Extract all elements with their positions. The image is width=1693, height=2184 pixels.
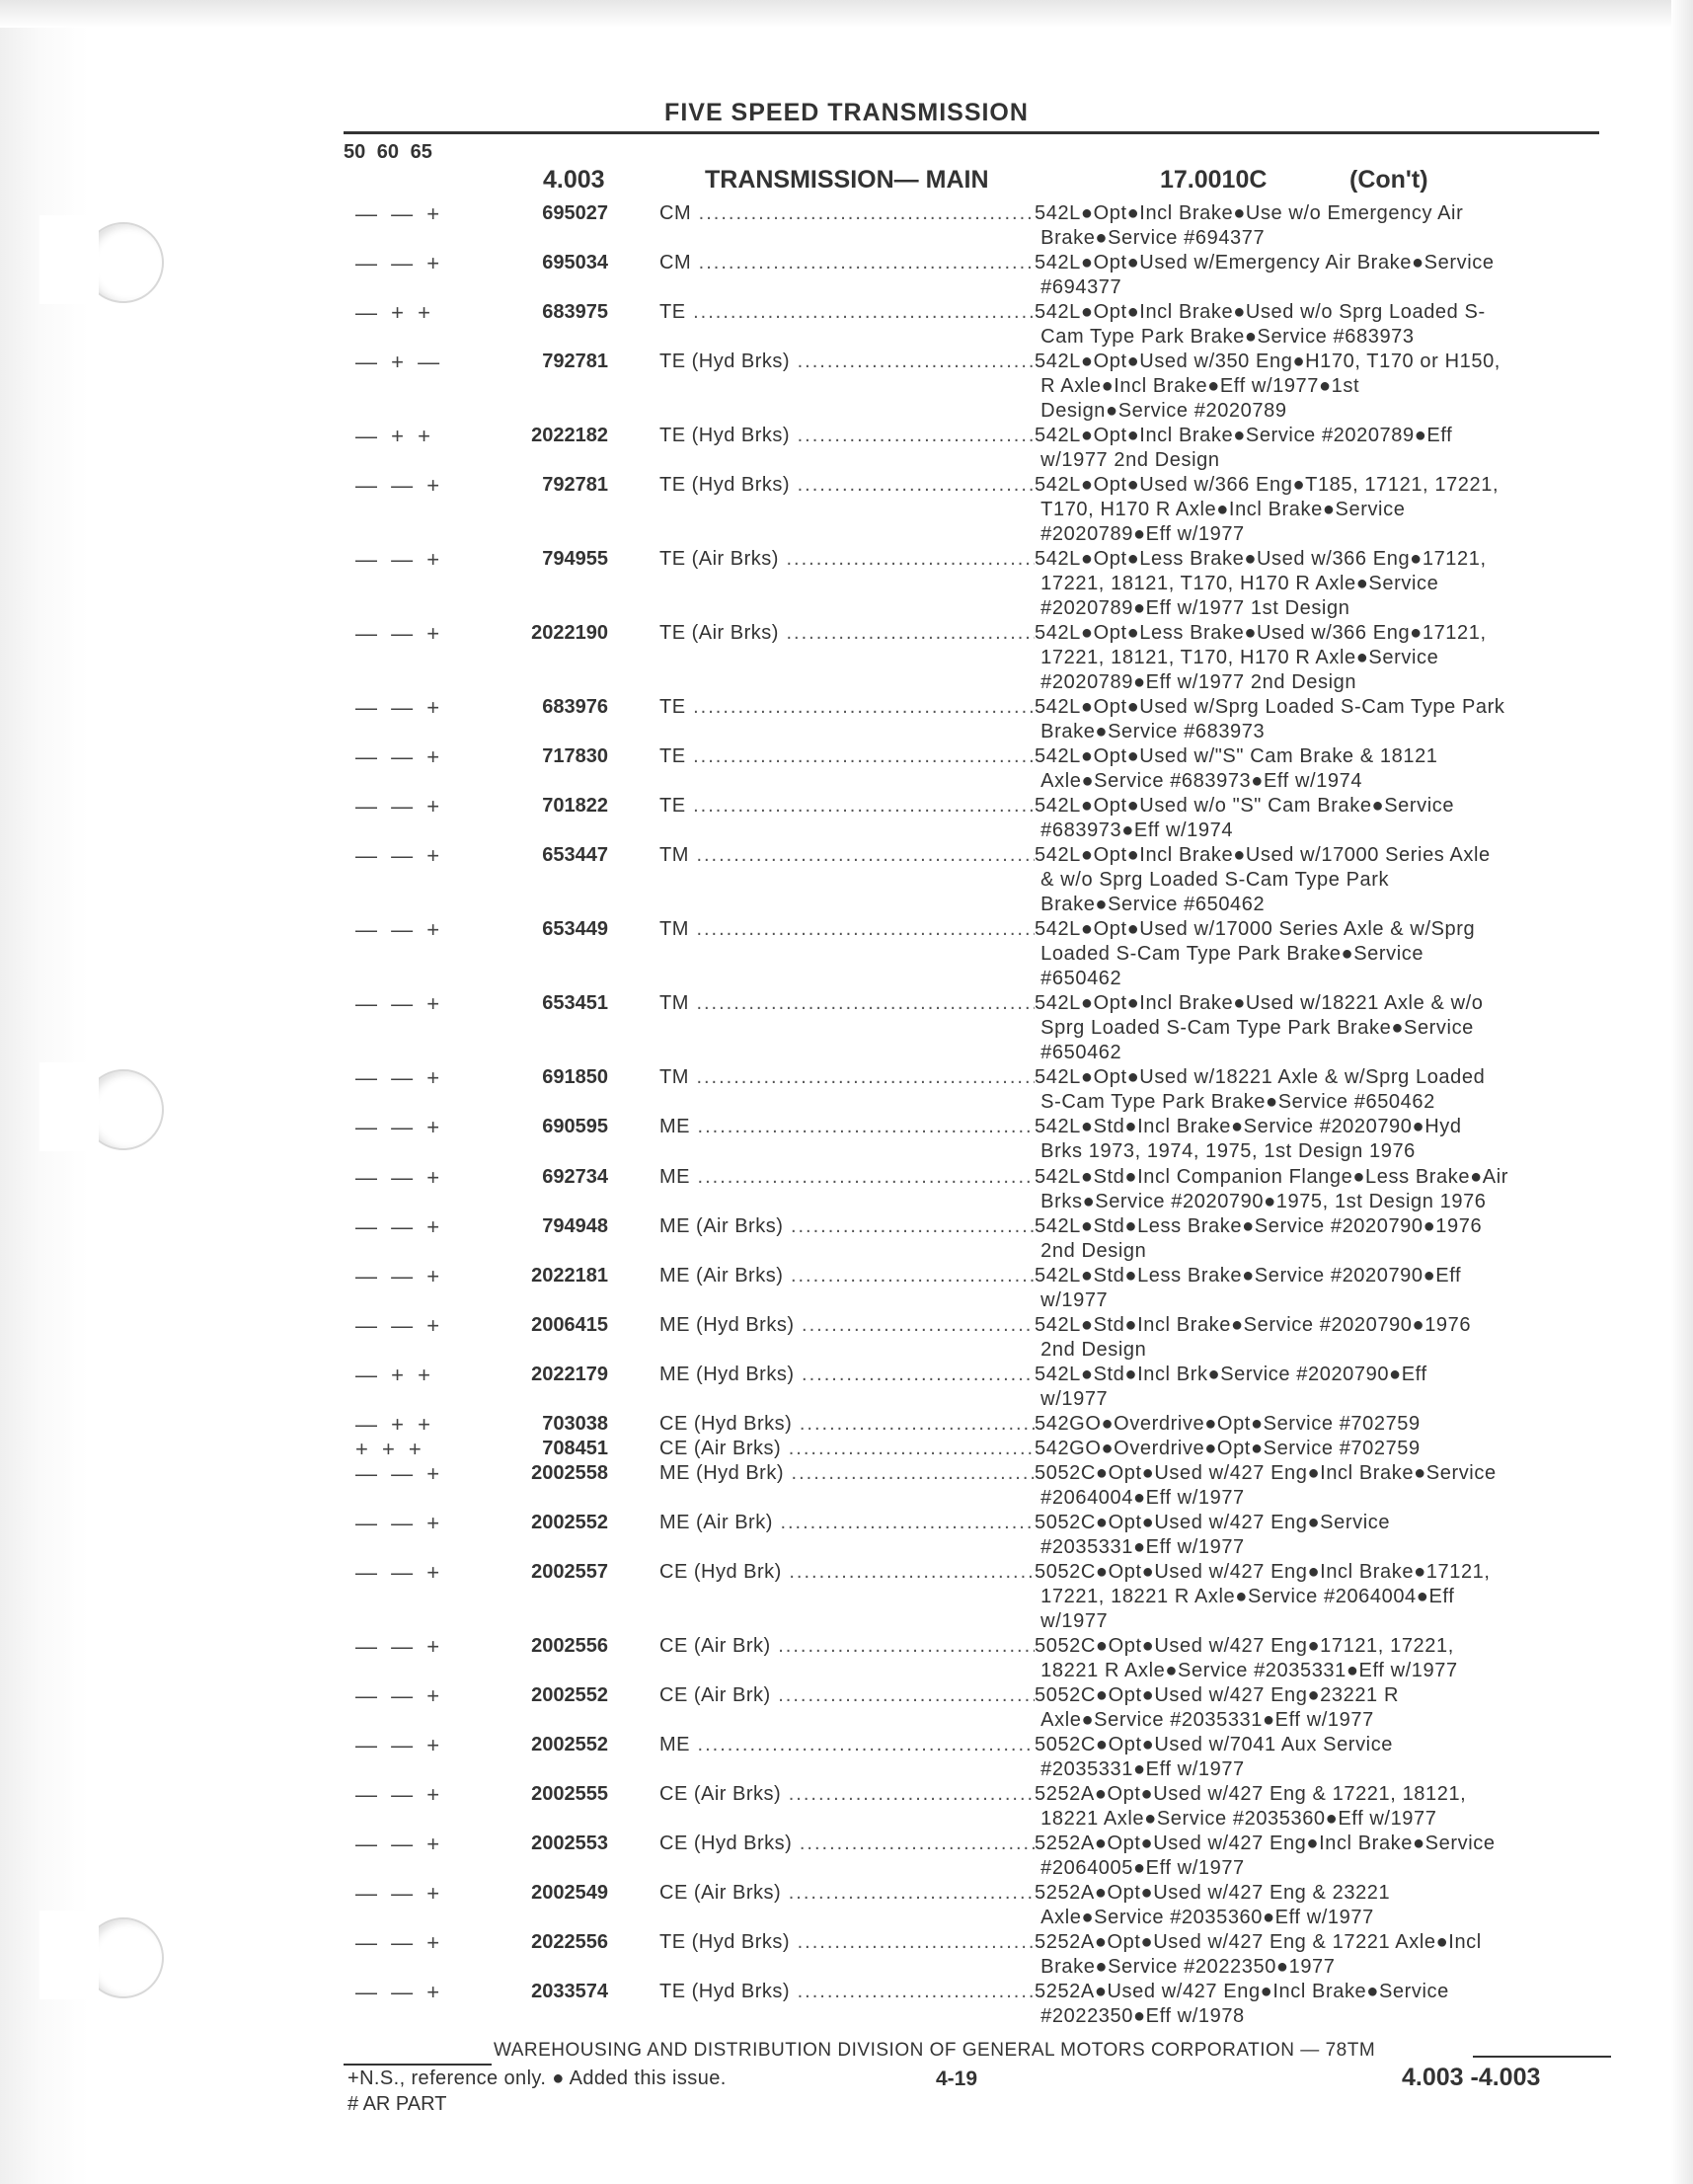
part-number: 2022179: [531, 1364, 608, 1385]
table-row: [344, 1560, 1627, 1634]
application-text: 542L●Opt●Incl Brake●Service #2020789●Eff w/1977 2nd Design: [1035, 425, 1453, 471]
part-description: TE .....: [659, 695, 1035, 720]
table-row: [344, 843, 1627, 917]
part-description: TM .....: [659, 917, 1035, 942]
part-description: ME (Hyd Brk) .....: [659, 1461, 1035, 1486]
application-text: 542L●Opt●Used w/Emergency Air Brake●Service #694377: [1035, 252, 1495, 298]
part-description: ME .....: [659, 1165, 1035, 1190]
part-number: 794955: [542, 548, 608, 570]
table-row: [344, 300, 1627, 350]
application-text: 5052C●Opt●Used w/427 Eng●23221 R Axle●Service #2035331●Eff w/1977: [1035, 1684, 1399, 1731]
application-text: 542L●Opt●Used w/350 Eng●H170, T170 or H150, R Axle●Incl Brake●Eff w/1977●1st Design●Service #2020789: [1035, 351, 1501, 422]
application-text: 542L●Std●Less Brake●Service #2020790●Eff w/1977: [1035, 1265, 1462, 1311]
application-text: 5052C●Opt●Used w/7041 Aux Service #2035331●Eff w/1977: [1035, 1734, 1394, 1780]
application-text: 5252A●Used w/427 Eng●Incl Brake●Service #2022350●Eff w/1978: [1035, 1981, 1449, 2027]
model-year-symbols: — — +: [355, 1165, 444, 1190]
part-number: 2002552: [531, 1512, 608, 1533]
part-number: 653447: [542, 844, 608, 866]
group-number: 4.003: [543, 166, 605, 194]
table-row: [344, 1634, 1627, 1683]
part-description: TE (Air Brks) .....: [659, 621, 1035, 646]
part-number: 2002558: [531, 1462, 608, 1484]
model-year-symbols: — — +: [355, 1313, 444, 1338]
model-year-symbols: — — +: [355, 1214, 444, 1239]
table-row: [344, 1115, 1627, 1164]
model-year-symbols: — — +: [355, 251, 444, 275]
part-number: 695027: [542, 202, 608, 224]
table-row: [344, 991, 1627, 1065]
application-text: 5252A●Opt●Used w/427 Eng & 17221 Axle●Incl Brake●Service #2022350●1977: [1035, 1931, 1482, 1978]
footer-rule-right: [1473, 2056, 1611, 2058]
part-number: 2033574: [531, 1981, 608, 2002]
part-description: TE (Hyd Brks) .....: [659, 350, 1035, 374]
table-row: [344, 1437, 1627, 1461]
application-text: 542GO●Overdrive●Opt●Service #702759: [1035, 1438, 1421, 1459]
part-number: 703038: [542, 1413, 608, 1435]
model-year-symbols: — — +: [355, 547, 444, 572]
model-year-symbols: — — +: [355, 473, 444, 498]
part-number: 2002549: [531, 1882, 608, 1904]
application-text: 542L●Std●Incl Brk●Service #2020790●Eff w/1977: [1035, 1364, 1427, 1410]
application-text: 542L●Opt●Used w/18221 Axle & w/Sprg Loaded S-Cam Type Park Brake●Service #650462: [1035, 1066, 1486, 1113]
paper-top-edge: [0, 0, 1693, 28]
part-description: CE (Hyd Brks) .....: [659, 1412, 1035, 1437]
part-number: 2022182: [531, 425, 608, 446]
part-description: ME .....: [659, 1115, 1035, 1139]
table-row: [344, 621, 1627, 695]
part-number: 2002556: [531, 1635, 608, 1657]
model-year-symbols: + + +: [355, 1437, 425, 1461]
part-number: 792781: [542, 351, 608, 372]
model-year-symbols: — — +: [355, 1461, 444, 1486]
table-row: [344, 744, 1627, 794]
part-description: CE (Air Brks) .....: [659, 1881, 1035, 1906]
part-description: CM .....: [659, 201, 1035, 226]
model-year-symbols: — — +: [355, 1733, 444, 1757]
part-number: 2022556: [531, 1931, 608, 1953]
part-number: 2002553: [531, 1833, 608, 1854]
part-number: 2022181: [531, 1265, 608, 1287]
part-description: ME .....: [659, 1733, 1035, 1757]
part-number: 2002552: [531, 1684, 608, 1706]
model-year-symbols: — + +: [355, 1412, 434, 1437]
table-row: [344, 1511, 1627, 1560]
part-number: 2002552: [531, 1734, 608, 1755]
application-text: 542L●Opt●Used w/"S" Cam Brake & 18121 Axle●Service #683973●Eff w/1974: [1035, 745, 1438, 792]
footer-rule-left: [344, 2064, 492, 2066]
table-row: [344, 251, 1627, 300]
part-number: 653449: [542, 918, 608, 940]
table-row: [344, 350, 1627, 424]
table-row: [344, 424, 1627, 473]
table-row: [344, 1165, 1627, 1214]
model-year-symbols: — — +: [355, 1782, 444, 1807]
part-description: TE (Hyd Brks) .....: [659, 473, 1035, 498]
model-year-symbols: — — +: [355, 1560, 444, 1585]
application-text: 542L●Std●Incl Companion Flange●Less Brake●Air Brks●Service #2020790●1975, 1st Design 1976: [1035, 1166, 1508, 1212]
table-row: [344, 1363, 1627, 1412]
section-code: 17.0010C: [1160, 166, 1268, 194]
model-year-symbols: — — +: [355, 1881, 444, 1906]
model-year-symbols: — — +: [355, 1264, 444, 1288]
model-year-symbols: — — +: [355, 991, 444, 1016]
part-number: 2006415: [531, 1314, 608, 1336]
part-description: TE (Hyd Brks) .....: [659, 1980, 1035, 2004]
application-text: 542L●Opt●Incl Brake●Used w/17000 Series Axle & w/o Sprg Loaded S-Cam Type Park Brake●Service #650462: [1035, 844, 1491, 915]
application-text: 5052C●Opt●Used w/427 Eng●Incl Brake●Service #2064004●Eff w/1977: [1035, 1462, 1497, 1509]
table-row: [344, 473, 1627, 547]
part-number: 717830: [542, 745, 608, 767]
part-description: CE (Air Brk) .....: [659, 1634, 1035, 1659]
application-text: 542L●Opt●Incl Brake●Used w/o Sprg Loaded S- Cam Type Park Brake●Service #683973: [1035, 301, 1486, 348]
table-row: [344, 547, 1627, 621]
page-number: 4-19: [936, 2067, 978, 2090]
part-number: 683976: [542, 696, 608, 718]
model-year-symbols: — — +: [355, 917, 444, 942]
table-row: [344, 1214, 1627, 1264]
part-description: CE (Hyd Brk) .....: [659, 1560, 1035, 1585]
model-year-symbols: — — +: [355, 744, 444, 769]
application-text: 5052C●Opt●Used w/427 Eng●17121, 17221, 18221 R Axle●Service #2035331●Eff w/1977: [1035, 1635, 1458, 1681]
part-description: TE .....: [659, 744, 1035, 769]
paper-right-edge: [1671, 0, 1693, 2184]
table-row: [344, 917, 1627, 991]
footer-note: +N.S., reference only. ● Added this issue.: [347, 2067, 727, 2089]
application-text: 5252A●Opt●Used w/427 Eng & 17221, 18121, 18221 Axle●Service #2035360●Eff w/1977: [1035, 1783, 1467, 1830]
application-text: 5252A●Opt●Used w/427 Eng & 23221 Axle●Service #2035360●Eff w/1977: [1035, 1882, 1391, 1928]
application-text: 542L●Opt●Less Brake●Used w/366 Eng●17121, 17221, 18121, T170, H170 R Axle●Service #2020789●Eff w/1977 2nd Design: [1035, 622, 1487, 693]
part-description: ME (Hyd Brks) .....: [659, 1363, 1035, 1387]
application-text: 542L●Std●Incl Brake●Service #2020790●Hyd Brks 1973, 1974, 1975, 1st Design 1976: [1035, 1116, 1462, 1162]
part-number: 690595: [542, 1116, 608, 1137]
table-row: [344, 1065, 1627, 1115]
section-name: TRANSMISSION— MAIN: [705, 166, 989, 194]
part-number: 701822: [542, 795, 608, 817]
model-year-symbols: — — +: [355, 1115, 444, 1139]
part-description: TE .....: [659, 794, 1035, 819]
model-year-symbols: — — +: [355, 794, 444, 819]
model-year-symbols: — — +: [355, 1683, 444, 1708]
application-text: 5052C●Opt●Used w/427 Eng●Service #2035331●Eff w/1977: [1035, 1512, 1391, 1558]
model-year-symbols: — — +: [355, 1980, 444, 2004]
model-year-symbols: — — +: [355, 695, 444, 720]
application-text: 542L●Opt●Less Brake●Used w/366 Eng●17121, 17221, 18121, T170, H170 R Axle●Service #2020789●Eff w/1977 1st Design: [1035, 548, 1487, 619]
part-number: 2002557: [531, 1561, 608, 1583]
model-year-symbols: — — +: [355, 843, 444, 868]
model-year-symbols: — + +: [355, 1363, 434, 1387]
model-year-symbols: — — +: [355, 201, 444, 226]
table-row: [344, 1683, 1627, 1733]
continued-label: (Con't): [1349, 166, 1428, 194]
application-text: 542L●Opt●Used w/17000 Series Axle & w/Sprg Loaded S-Cam Type Park Brake●Service #650462: [1035, 918, 1476, 989]
model-year-symbols: — + +: [355, 300, 434, 325]
part-number: 2022190: [531, 622, 608, 644]
application-text: 5052C●Opt●Used w/427 Eng●Incl Brake●17121, 17221, 18221 R Axle●Service #2064004●Eff w/1977: [1035, 1561, 1491, 1632]
application-text: 542L●Opt●Incl Brake●Used w/18221 Axle & w/o Sprg Loaded S-Cam Type Park Brake●Service #650462: [1035, 992, 1484, 1063]
part-number: 653451: [542, 992, 608, 1014]
part-description: CM .....: [659, 251, 1035, 275]
part-description: ME (Air Brks) .....: [659, 1214, 1035, 1239]
application-text: 542L●Opt●Used w/Sprg Loaded S-Cam Type Park Brake●Service #683973: [1035, 696, 1505, 742]
model-years-header: 50 60 65: [344, 141, 432, 163]
part-description: TE (Air Brks) .....: [659, 547, 1035, 572]
model-year-symbols: — — +: [355, 1832, 444, 1856]
table-row: [344, 1313, 1627, 1363]
footer-reference: 4.003 -4.003: [1402, 2064, 1541, 2091]
part-description: CE (Hyd Brks) .....: [659, 1832, 1035, 1856]
table-row: [344, 794, 1627, 843]
table-row: [344, 1412, 1627, 1437]
footer-division: WAREHOUSING AND DISTRIBUTION DIVISION OF GENERAL MOTORS CORPORATION — 78TM: [494, 2040, 1376, 2061]
model-year-symbols: — — +: [355, 1930, 444, 1955]
part-number: 2002555: [531, 1783, 608, 1805]
application-text: 542L●Opt●Incl Brake●Use w/o Emergency Air Brake●Service #694377: [1035, 202, 1464, 249]
model-year-symbols: — + +: [355, 424, 434, 448]
part-description: CE (Air Brks) .....: [659, 1437, 1035, 1461]
table-row: [344, 1264, 1627, 1313]
model-year-symbols: — — +: [355, 621, 444, 646]
part-number: 695034: [542, 252, 608, 273]
page-title: FIVE SPEED TRANSMISSION: [664, 99, 1029, 126]
part-description: ME (Hyd Brks) .....: [659, 1313, 1035, 1338]
application-text: 5252A●Opt●Used w/427 Eng●Incl Brake●Service #2064005●Eff w/1977: [1035, 1833, 1496, 1879]
table-row: [344, 1930, 1627, 1980]
model-year-symbols: — — +: [355, 1065, 444, 1090]
part-description: TE (Hyd Brks) .....: [659, 424, 1035, 448]
title-rule: [344, 131, 1599, 134]
part-description: CE (Air Brk) .....: [659, 1683, 1035, 1708]
part-number: 792781: [542, 474, 608, 496]
model-year-symbols: — — +: [355, 1511, 444, 1535]
part-description: ME (Air Brk) .....: [659, 1511, 1035, 1535]
application-text: 542GO●Overdrive●Opt●Service #702759: [1035, 1413, 1421, 1435]
part-number: 708451: [542, 1438, 608, 1459]
part-description: CE (Air Brks) .....: [659, 1782, 1035, 1807]
table-row: [344, 1461, 1627, 1511]
table-row: [344, 1733, 1627, 1782]
part-description: TM .....: [659, 1065, 1035, 1090]
table-row: [344, 201, 1627, 251]
application-text: 542L●Opt●Used w/366 Eng●T185, 17121, 17221, T170, H170 R Axle●Incl Brake●Service #2020789●Eff w/1977: [1035, 474, 1500, 545]
application-text: 542L●Std●Incl Brake●Service #2020790●1976 2nd Design: [1035, 1314, 1472, 1361]
model-year-symbols: — — +: [355, 1634, 444, 1659]
part-description: TM .....: [659, 843, 1035, 868]
table-row: [344, 1832, 1627, 1881]
part-description: TE .....: [659, 300, 1035, 325]
part-number: 692734: [542, 1166, 608, 1188]
application-text: 542L●Opt●Used w/o "S" Cam Brake●Service #683973●Eff w/1974: [1035, 795, 1455, 841]
table-row: [344, 695, 1627, 744]
part-description: TM .....: [659, 991, 1035, 1016]
table-row: [344, 1881, 1627, 1930]
part-description: TE (Hyd Brks) .....: [659, 1930, 1035, 1955]
part-number: 691850: [542, 1066, 608, 1088]
application-text: 542L●Std●Less Brake●Service #2020790●1976 2nd Design: [1035, 1215, 1483, 1262]
table-row: [344, 1782, 1627, 1832]
part-description: ME (Air Brks) .....: [659, 1264, 1035, 1288]
model-year-symbols: — + —: [355, 350, 444, 374]
part-number: 683975: [542, 301, 608, 323]
table-row: [344, 1980, 1627, 2029]
footer-ar-note: # AR PART: [347, 2093, 447, 2115]
part-number: 794948: [542, 1215, 608, 1237]
